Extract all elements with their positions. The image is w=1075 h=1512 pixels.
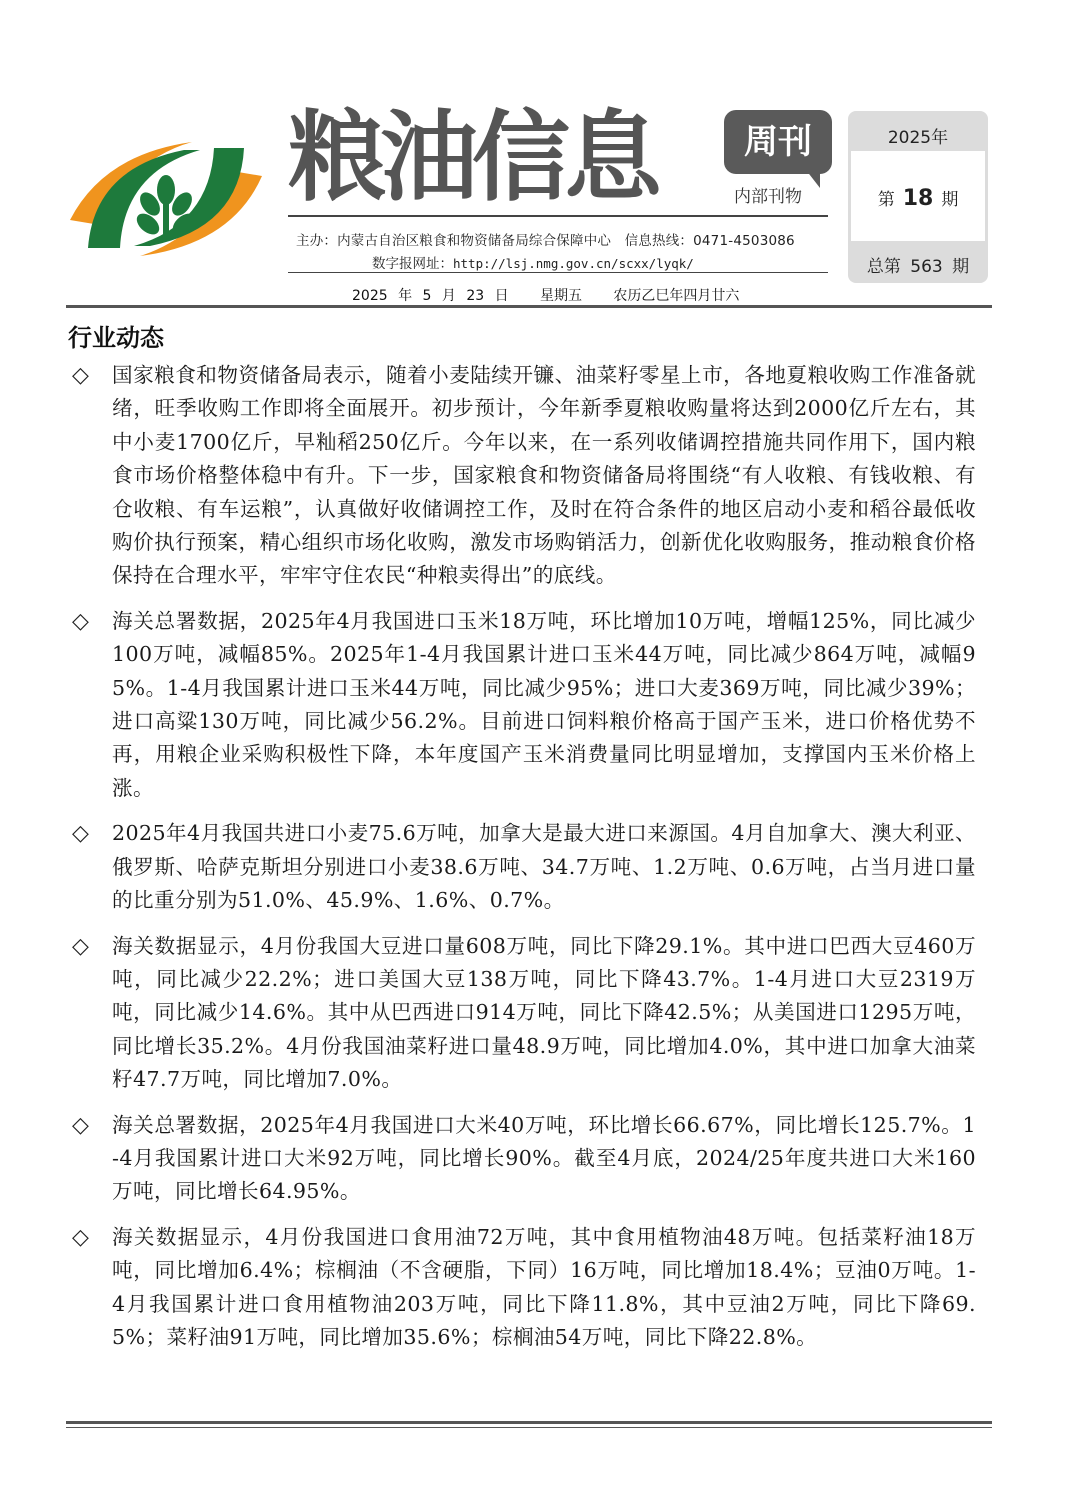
weekly-badge: 周刊: [724, 110, 832, 174]
diamond-bullet-icon: ◇: [72, 608, 89, 634]
issue-suffix: 期: [941, 190, 959, 210]
issue-number: 18: [902, 186, 934, 211]
publication-date: 2025 年 5 月 23 日: [352, 288, 509, 304]
organization-logo-icon: [64, 128, 268, 268]
issue-box: [848, 111, 988, 283]
url-info-line: [372, 252, 694, 272]
masthead-title-block: [288, 101, 728, 215]
issue-number-line: [851, 185, 985, 211]
news-item: [72, 817, 976, 917]
masthead-title: 粮油信息: [288, 101, 657, 215]
sponsor-text: 主办：内蒙古自治区粮食和物资储备局综合保障中心: [296, 233, 612, 249]
diamond-bullet-icon: ◇: [72, 821, 89, 847]
publication-date-line: [352, 285, 739, 305]
footer-divider-thin: [66, 1427, 992, 1428]
hotline-text: 信息热线：0471-4503086: [624, 233, 795, 249]
news-item: [72, 359, 976, 593]
info-divider: [288, 272, 828, 273]
news-item-text: 海关数据显示，4月份我国进口食用油72万吨，其中食用植物油48万吨。包括菜籽油18万吨，同比增加6.4%；棕榈油（不含硬脂，下同）16万吨，同比增加18.4%；豆油0万吨。1-4月我国累计进口食用植物油203万吨，同比下降11.8%，其中豆油2万吨，同比下降69.5%；菜籽油91万吨，同比增加35.6%；棕榈油54万吨，同比下降22.8%。: [112, 1224, 976, 1349]
sponsor-info-line: [296, 229, 795, 249]
issue-total: 总第 563 期: [866, 257, 970, 277]
news-item-text: 海关总署数据，2025年4月我国进口大米40万吨，环比增长66.67%，同比增长125.7%。1-4月我国累计进口大米92万吨，同比增长90%。截至4月底，2024/25年度共进口大米160万吨，同比增长64.95%。: [112, 1112, 976, 1204]
header-divider: [66, 305, 992, 308]
news-item-text: 国家粮食和物资储备局表示，随着小麦陆续开镰、油菜籽零星上市，各地夏粮收购工作准备就绪，旺季收购工作即将全面展开。初步预计，今年新季夏粮收购量将达到2000亿斤左右，其中小麦1700亿斤，早籼稻250亿斤。今年以来，在一系列收储调控措施共同作用下，国内粮食市场价格整体稳中有升。下一步，国家粮食和物资储备局将围绕“有人收粮、有钱收粮、有仓收粮、有车运粮”，认真做好收储调控工作，及时在符合条件的地区启动小麦和稻谷最低收购价执行预案，精心组织市场化收购，激发市场购销活力，创新优化收购服务，推动粮食价格保持在合理水平，牢牢守住农民“种粮卖得出”的底线。: [112, 363, 976, 588]
internal-publication-label: 内部刊物: [734, 187, 802, 207]
news-item-text: 2025年4月我国共进口小麦75.6万吨，加拿大是最大进口来源国。4月自加拿大、澳大利亚、俄罗斯、哈萨克斯坦分别进口小麦38.6万吨、34.7万吨、1.2万吨、0.6万吨，占当月进口量的比重分别为51.0%、45.9%、1.6%、0.7%。: [112, 821, 976, 913]
title-underline: [288, 215, 828, 217]
news-item: [72, 1221, 976, 1355]
issue-year: 2025年: [887, 128, 949, 148]
diamond-bullet-icon: ◇: [72, 1112, 89, 1138]
news-item-text: 海关总署数据，2025年4月我国进口玉米18万吨，环比增加10万吨，增幅125%，同比减少100万吨，减幅85%。2025年1-4月我国累计进口玉米44万吨，同比减少864万吨，减幅95%。1-4月我国累计进口玉米44万吨，同比减少95%；进口大麦369万吨，同比减少39%；进口高粱130万吨，同比减少56.2%。目前进口饲料粮价格高于国产玉米，进口价格优势不再，用粮企业采购积极性下降，本年度国产玉米消费量同比明显增加，支撑国内玉米价格上涨。: [112, 608, 976, 800]
weekday: 星期五: [539, 288, 582, 304]
footer-divider-thick: [66, 1421, 992, 1424]
diamond-bullet-icon: ◇: [72, 363, 89, 388]
news-list: [72, 359, 976, 1366]
issue-prefix: 第: [877, 190, 895, 210]
news-item: [72, 930, 976, 1097]
issue-inner-panel: [851, 151, 985, 241]
lunar-date: 农历乙巳年四月廿六: [613, 288, 740, 304]
news-item-text: 海关数据显示，4月份我国大豆进口量608万吨，同比下降29.1%。其中进口巴西大豆460万吨，同比减少22.2%；进口美国大豆138万吨，同比下降43.7%。1-4月进口大豆2319万吨，同比减少14.6%。其中从巴西进口914万吨，同比下降42.5%；从美国进口1295万吨，同比增长35.2%。4月份我国油菜籽进口量48.9万吨，同比增加4.0%，其中进口加拿大油菜籽47.7万吨，同比增加7.0%。: [112, 933, 976, 1092]
section-title: 行业动态: [68, 324, 164, 352]
news-item: [72, 1109, 976, 1209]
diamond-bullet-icon: ◇: [72, 1224, 89, 1250]
diamond-bullet-icon: ◇: [72, 933, 89, 959]
url-label: 数字报网址：: [372, 256, 453, 272]
news-item: [72, 605, 976, 805]
digital-edition-link[interactable]: http://lsj.nmg.gov.cn/scxx/lyqk/: [453, 256, 694, 271]
